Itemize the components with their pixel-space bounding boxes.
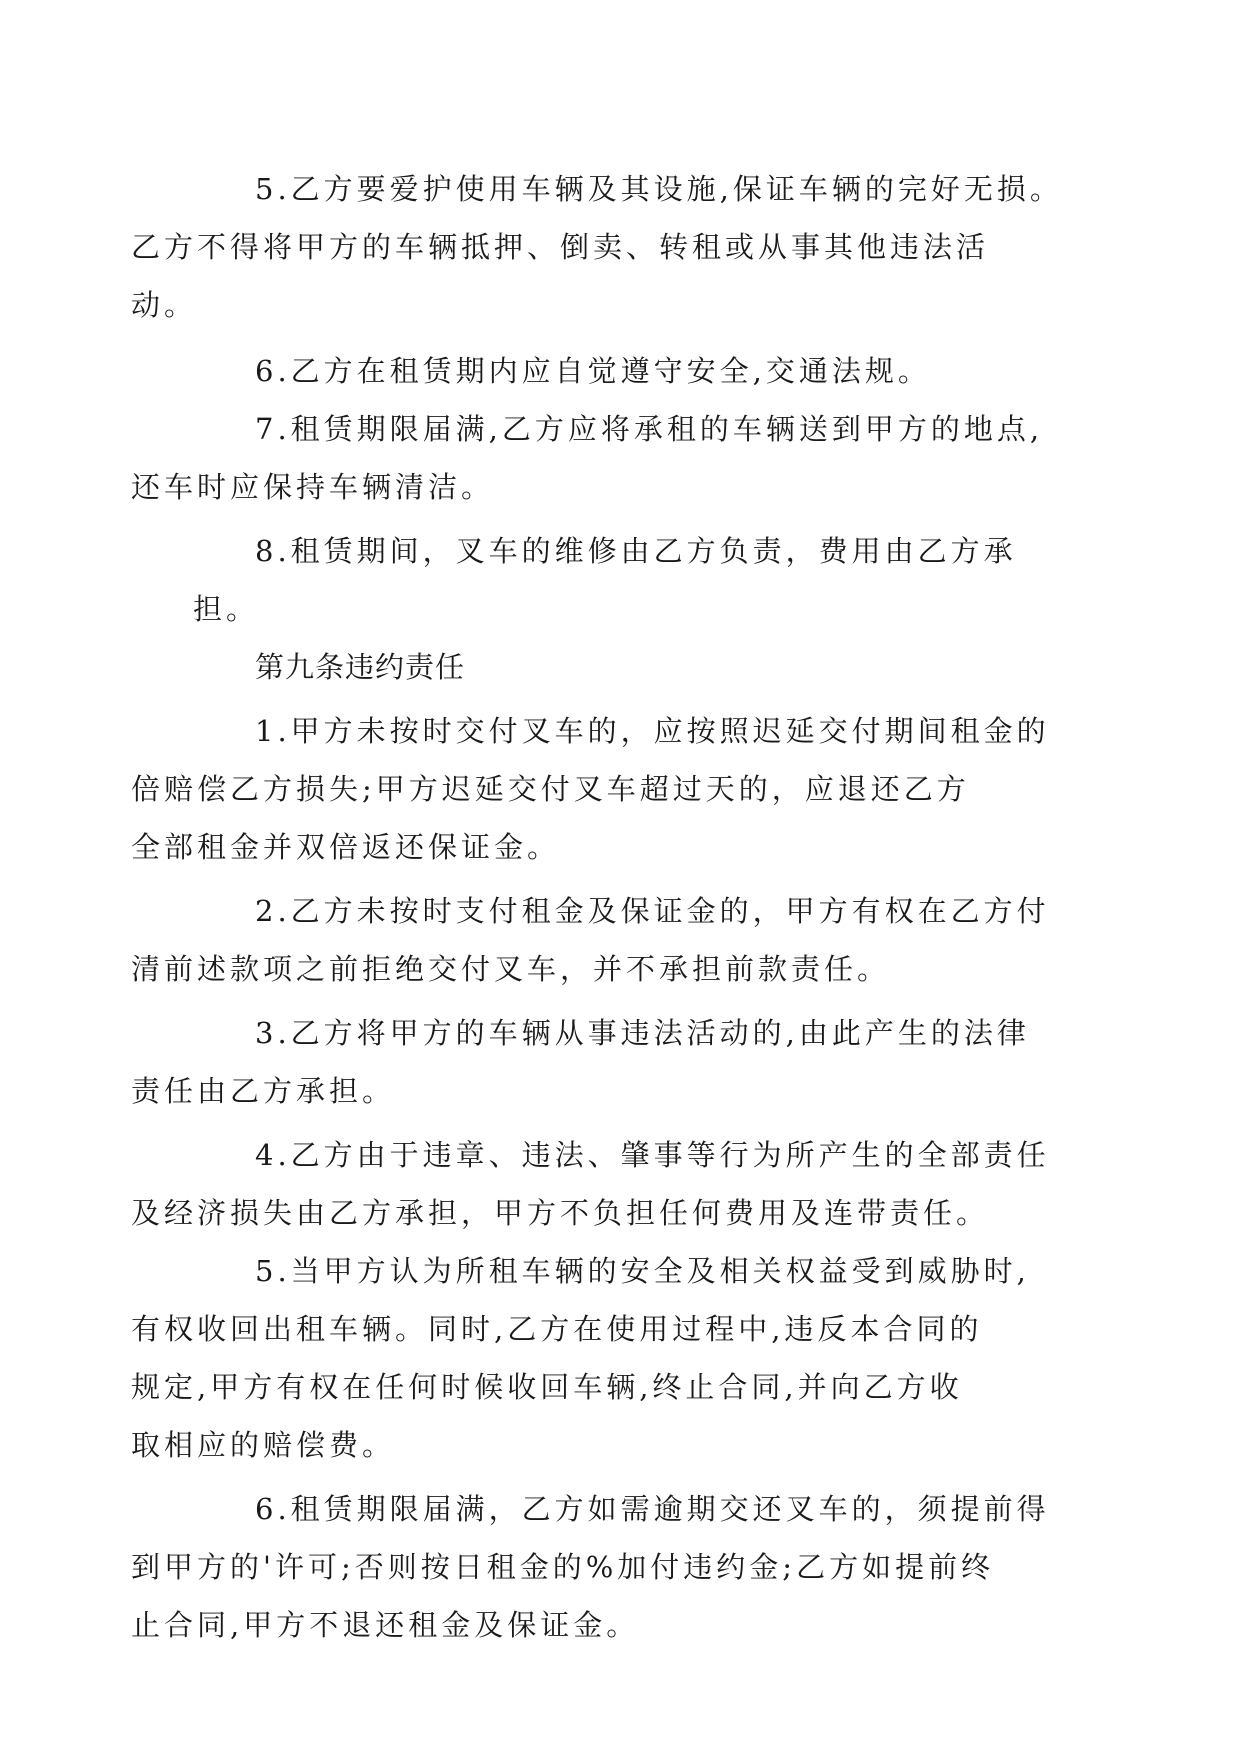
section-heading-article-9: 第九条违约责任: [255, 650, 466, 684]
text-line: 1.甲方未按时交付叉车的，应按照迟延交付期间租金的: [255, 714, 1050, 748]
text-line: 责任由乙方承担。: [131, 1074, 396, 1108]
text-line: 4.乙方由于违章、违法、肇事等行为所产生的全部责任: [255, 1138, 1050, 1172]
text-line: 及经济损失由乙方承担，甲方不负担任何费用及连带责任。: [131, 1196, 990, 1230]
document-body: [131, 160, 1078, 1654]
text-line: 规定,甲方有权在任何时候收回车辆,终止合同,并向乙方收: [131, 1370, 963, 1404]
text-line: 还车时应保持车辆清洁。: [131, 470, 495, 504]
text-line: 动。: [131, 288, 198, 322]
text-line: 有权收回出租车辆。同时,乙方在使用过程中,违反本合同的: [131, 1312, 983, 1346]
breach-clause-3-paragraph: [131, 1004, 1078, 1120]
text-line: 到甲方的'许可;否则按日租金的%加付违约金;乙方如提前终: [131, 1550, 995, 1584]
text-line: 8.租赁期间，叉车的维修由乙方负责，费用由乙方承担。: [193, 534, 1017, 626]
text-line: 乙方不得将甲方的车辆抵押、倒卖、转租或从事其他违法活: [131, 230, 990, 264]
text-line: 倍赔偿乙方损失;甲方迟延交付叉车超过天的，应退还乙方: [131, 772, 970, 806]
text-line: 5.乙方要爱护使用车辆及其设施,保证车辆的完好无损。: [255, 172, 1063, 206]
text-line: 清前述款项之前拒绝交付叉车，并不承担前款责任。: [131, 952, 891, 986]
breach-clause-1-paragraph: [131, 702, 1078, 876]
clause-6-paragraph: [193, 342, 1078, 400]
text-line: 全部租金并双倍返还保证金。: [131, 830, 561, 864]
text-line: 3.乙方将甲方的车辆从事违法活动的,由此产生的法律: [255, 1016, 1030, 1050]
text-line: 6.乙方在租赁期内应自觉遵守安全,交通法规。: [255, 354, 931, 388]
clause-5-paragraph: [131, 160, 1078, 334]
text-line: 5.当甲方认为所租车辆的安全及相关权益受到威胁时,: [255, 1254, 1030, 1288]
text-line: 2.乙方未按时支付租金及保证金的，甲方有权在乙方付: [255, 894, 1050, 928]
clause-7-paragraph: [131, 400, 1078, 516]
clause-8-paragraph: [193, 522, 1078, 638]
breach-clause-6-paragraph: [131, 1480, 1078, 1654]
text-line: 止合同,甲方不退还租金及保证金。: [131, 1608, 640, 1642]
text-line: 6.租赁期限届满，乙方如需逾期交还叉车的，须提前得: [255, 1492, 1050, 1526]
breach-clause-2-paragraph: [131, 882, 1078, 998]
text-line: 取相应的赔偿费。: [131, 1428, 396, 1462]
text-line: 7.租赁期限届满,乙方应将承租的车辆送到甲方的地点,: [255, 412, 1044, 446]
breach-clause-5-paragraph: [131, 1242, 1078, 1474]
breach-clause-4-paragraph: [131, 1126, 1078, 1242]
